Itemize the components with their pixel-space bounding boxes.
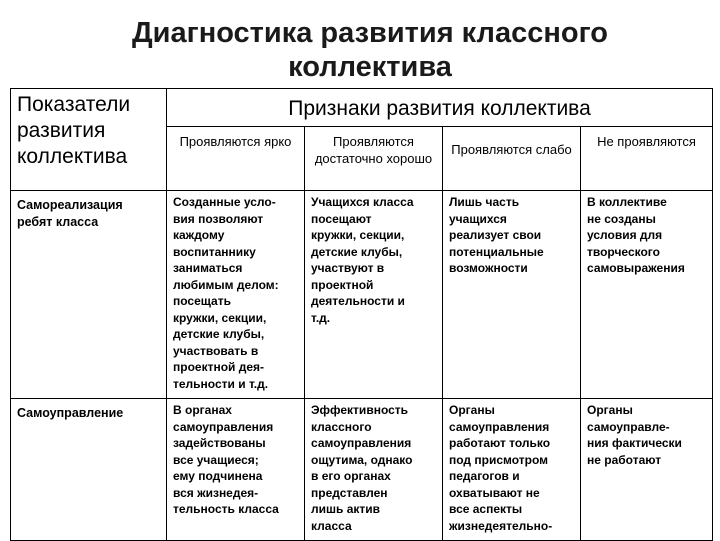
table-cell: Созданные усло- вия позволяют каждому воспитаннику заниматься любимым делом: посещать кружки, секции, детские клубы, участвовать в проектной дея- тельности и т.д. xyxy=(167,191,305,399)
table-cell: В коллективе не созданы условия для творческого самовыражения xyxy=(581,191,713,399)
table-cell: В органах самоуправления задействованы все учащиеся; ему подчинена вся жизнедея- тельность класса xyxy=(167,399,305,541)
row-label-self-realization: Самореализация ребят класса xyxy=(11,191,167,399)
diagnostics-table xyxy=(10,88,713,541)
table-cell: Эффективность классного самоуправления ощутима, однако в его органах представлен лишь актив класса xyxy=(305,399,443,541)
page-title xyxy=(60,16,680,84)
column-header-good: Проявляются достаточно хорошо xyxy=(305,127,443,191)
table-cell: Органы самоуправления работают только под присмотром педагогов и охватывают не все аспекты жизнедеятельно- xyxy=(443,399,581,541)
corner-header: Показатели развития коллектива xyxy=(11,89,167,191)
column-header-weak: Проявляются слабо xyxy=(443,127,581,191)
table-cell: Учащихся класса посещают кружки, секции, детские клубы, участвуют в проектной деятельности и т.д. xyxy=(305,191,443,399)
title-line-1: Диагностика развития классного xyxy=(132,17,608,49)
row-label-self-government: Самоуправление xyxy=(11,399,167,541)
title-line-2: коллектива xyxy=(288,51,452,83)
column-header-none: Не проявляются xyxy=(581,127,713,191)
table-cell: Органы самоуправле- ния фактически не работают xyxy=(581,399,713,541)
column-header-bright: Проявляются ярко xyxy=(167,127,305,191)
table-cell: Лишь часть учащихся реализует свои потенциальные возможности xyxy=(443,191,581,399)
main-header: Признаки развития коллектива xyxy=(167,89,713,127)
